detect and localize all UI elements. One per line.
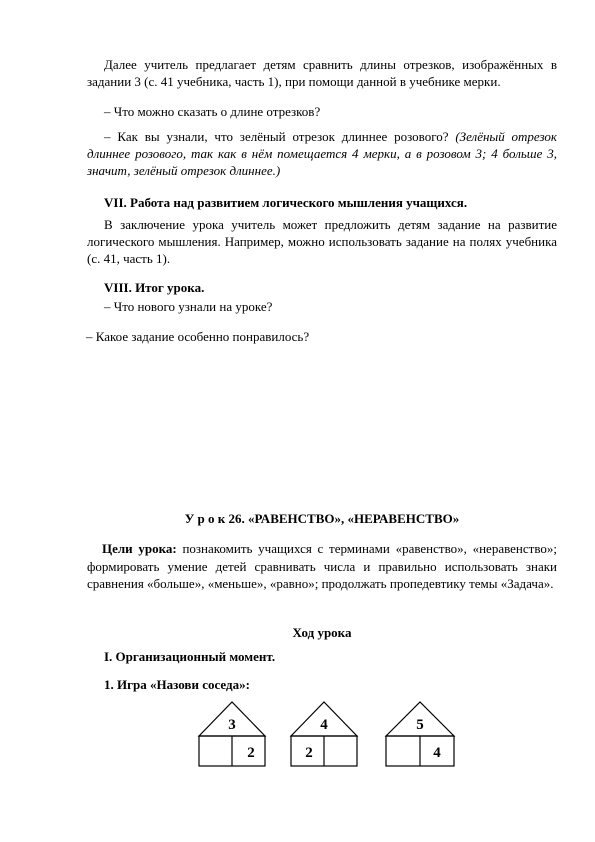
question-how-known (87, 128, 557, 179)
question-segment-length: – Что можно сказать о длине отрезков? (104, 104, 321, 119)
number-house (199, 702, 265, 766)
house-right-number: 2 (247, 745, 255, 761)
answer-italic: (Зелёный отрезок длиннее розового, так как в нём помещается 4 мерки, а в розовом 3; 4 больше 3, значит, зелёный отрезок длиннее.) (87, 129, 558, 178)
number-houses-figure (190, 696, 470, 776)
section-1-heading-text: I. Организационный момент. (104, 649, 276, 664)
goals-label: Цели урока: (102, 541, 177, 556)
progress-heading-text: Ход урока (292, 625, 352, 640)
goals-text: познакомить учащихся с терминами «равенство», «неравенство»; формировать умение детей сравнивать числа и правильно использовать знаки сравнения «больше», «меньше», «равно»; продолжать пропедевтику темы «Задача». (87, 541, 557, 591)
question-what-new: – Что нового узнали на уроке? (104, 299, 273, 314)
number-house (291, 702, 357, 766)
paragraph-compare-segments: Далее учитель предлагает детям сравнить длины отрезков, изображённых в задании 3 (с. 41 учебника, часть 1), при помощи данной в учебнике мерки. (87, 57, 557, 89)
lesson-progress-heading (87, 624, 557, 641)
house-right-number: 4 (433, 745, 441, 761)
question-which-task: – Какое задание особенно понравилось? (86, 329, 310, 344)
section-8-heading (87, 279, 557, 296)
house-left-number: 2 (305, 745, 313, 761)
number-house (386, 702, 454, 766)
question-text: – Как вы узнали, что зелёный отрезок длиннее розового? (104, 129, 456, 144)
section-7-heading (87, 194, 557, 211)
section-1-heading (87, 648, 557, 665)
section-7-paragraph: В заключение урока учитель может предложить детям задание на развитие логического мышления. Например, можно использовать задание на полях учебника (с. 41, часть 1). (87, 217, 557, 266)
lesson-goals (87, 540, 557, 593)
section-7-heading-text: VII. Работа над развитием логического мышления учащихся. (104, 195, 468, 210)
lesson-title-text: У р о к 26. «РАВЕНСТВО», «НЕРАВЕНСТВО» (184, 511, 460, 526)
house-roof-number: 3 (228, 717, 236, 733)
house-roof-number: 4 (320, 717, 328, 733)
game-heading-text: 1. Игра «Назови соседа»: (104, 677, 250, 692)
house-roof-number: 5 (416, 717, 424, 733)
game-heading (87, 676, 557, 693)
section-8-heading-text: VIII. Итог урока. (104, 280, 205, 295)
lesson-title (87, 510, 557, 527)
